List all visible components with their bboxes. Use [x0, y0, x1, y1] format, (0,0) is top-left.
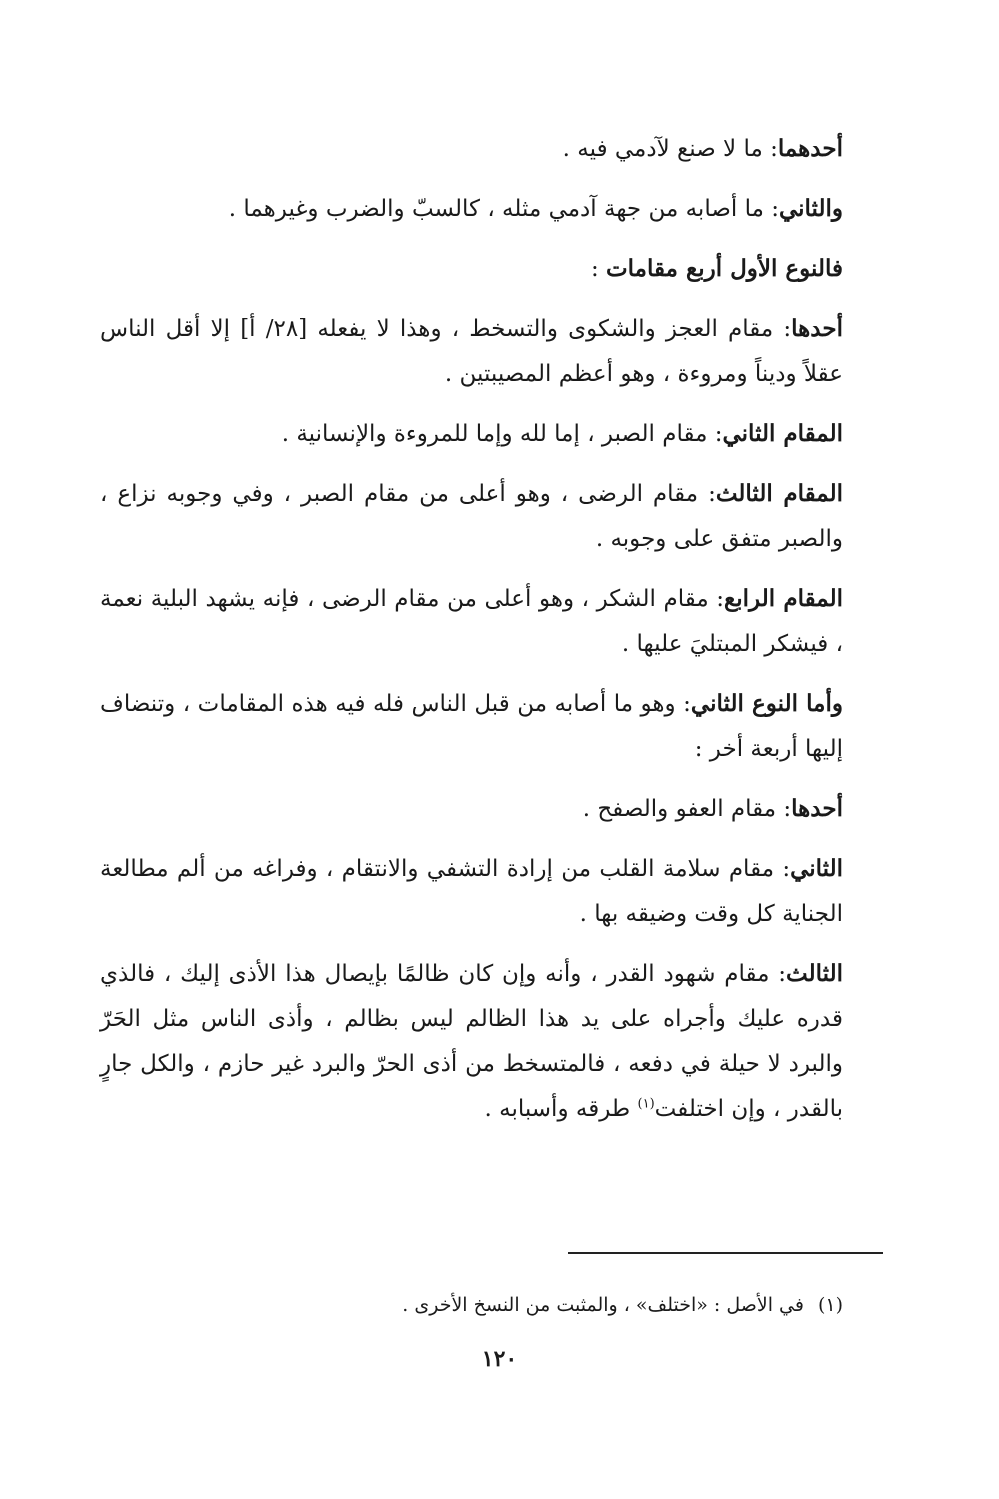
paragraph-text: : مقام الصبر ، إما لله وإما للمروءة والإنسانية .: [281, 421, 723, 447]
paragraph: [100, 471, 843, 562]
paragraph-text: : مقام العفو والصفح .: [582, 796, 792, 822]
paragraph: [100, 681, 843, 772]
paragraph: [100, 951, 843, 1132]
paragraph-lead: أحدهما: [777, 135, 843, 162]
paragraph-text: : مقام العجز والشكوى والتسخط ، وهذا لا يفعله [٢٨/ أ] إلا أقل الناس عقلاً وديناً ومروءة ، وهو أعظم المصيبتين .: [100, 316, 843, 387]
paragraph-text: : مقام الشكر ، وهو أعلى من مقام الرضى ، فإنه يشهد البلية نعمة ، فيشكر المبتليَ عليها .: [100, 586, 843, 657]
footnote-text: في الأصل : «اختلف» ، والمثبت من النسخ الأخرى .: [402, 1294, 804, 1316]
paragraph-lead: المقام الثاني: [722, 420, 843, 447]
paragraph: [100, 306, 843, 397]
paragraph-lead: أحدها: [791, 795, 843, 822]
paragraph-lead: المقام الثالث: [715, 480, 843, 507]
footnote-separator: [568, 1252, 883, 1254]
footnote: [100, 1290, 843, 1320]
paragraph: [100, 576, 843, 667]
paragraph-lead: المقام الرابع: [724, 585, 843, 612]
paragraph: [100, 126, 843, 172]
main-text: [100, 126, 843, 1146]
paragraph: [100, 246, 843, 292]
paragraph: [100, 846, 843, 937]
footnote-number: (١): [817, 1294, 843, 1316]
paragraph-text: : وهو ما أصابه من قبل الناس فله فيه هذه المقامات ، وتنضاف إليها أربعة أخر :: [100, 691, 843, 762]
paragraph-lead: الثالث: [786, 960, 843, 987]
paragraph-text: طرقه وأسبابه .: [484, 1096, 638, 1122]
paragraph: [100, 411, 843, 457]
paragraph: [100, 186, 843, 232]
paragraph-lead: فالنوع الأول أربع مقامات: [606, 255, 843, 282]
paragraph: [100, 786, 843, 832]
paragraph-text: : مقام الرضى ، وهو أعلى من مقام الصبر ، وفي وجوبه نزاع ، والصبر متفق على وجوبه .: [100, 481, 843, 552]
paragraph-lead: أحدها: [791, 315, 843, 342]
paragraph-text: : ما لا صنع لآدمي فيه .: [562, 136, 778, 162]
paragraph-text: : مقام سلامة القلب من إرادة التشفي والانتقام ، وفراغه من ألم مطالعة الجناية كل وقت وضيقه بها .: [100, 856, 843, 927]
paragraph-text: : ما أصابه من جهة آدمي مثله ، كالسبّ والضرب وغيرهما .: [228, 196, 779, 222]
paragraph-text: : مقام شهود القدر ، وأنه وإن كان ظالمًا بإيصال هذا الأذى إليك ، فالذي قدره عليك وأجراه على يد هذا الظالم ليس بظالم ، وأذى الناس مثل الحَرّ والبرد لا حيلة في دفعه ، فالمتسخط من أذى الحرّ والبرد غير حازم ، والكل جارٍ بالقدر ، وإن اختلفت: [100, 961, 843, 1122]
footnote-marker[interactable]: (١): [637, 1096, 655, 1112]
paragraph-lead: وأما النوع الثاني: [690, 690, 844, 717]
page-number: ١٢٠: [481, 1346, 518, 1372]
paragraph-lead: والثاني: [778, 195, 843, 222]
paragraph-lead: الثاني: [790, 855, 843, 882]
paragraph-text: :: [590, 256, 606, 282]
